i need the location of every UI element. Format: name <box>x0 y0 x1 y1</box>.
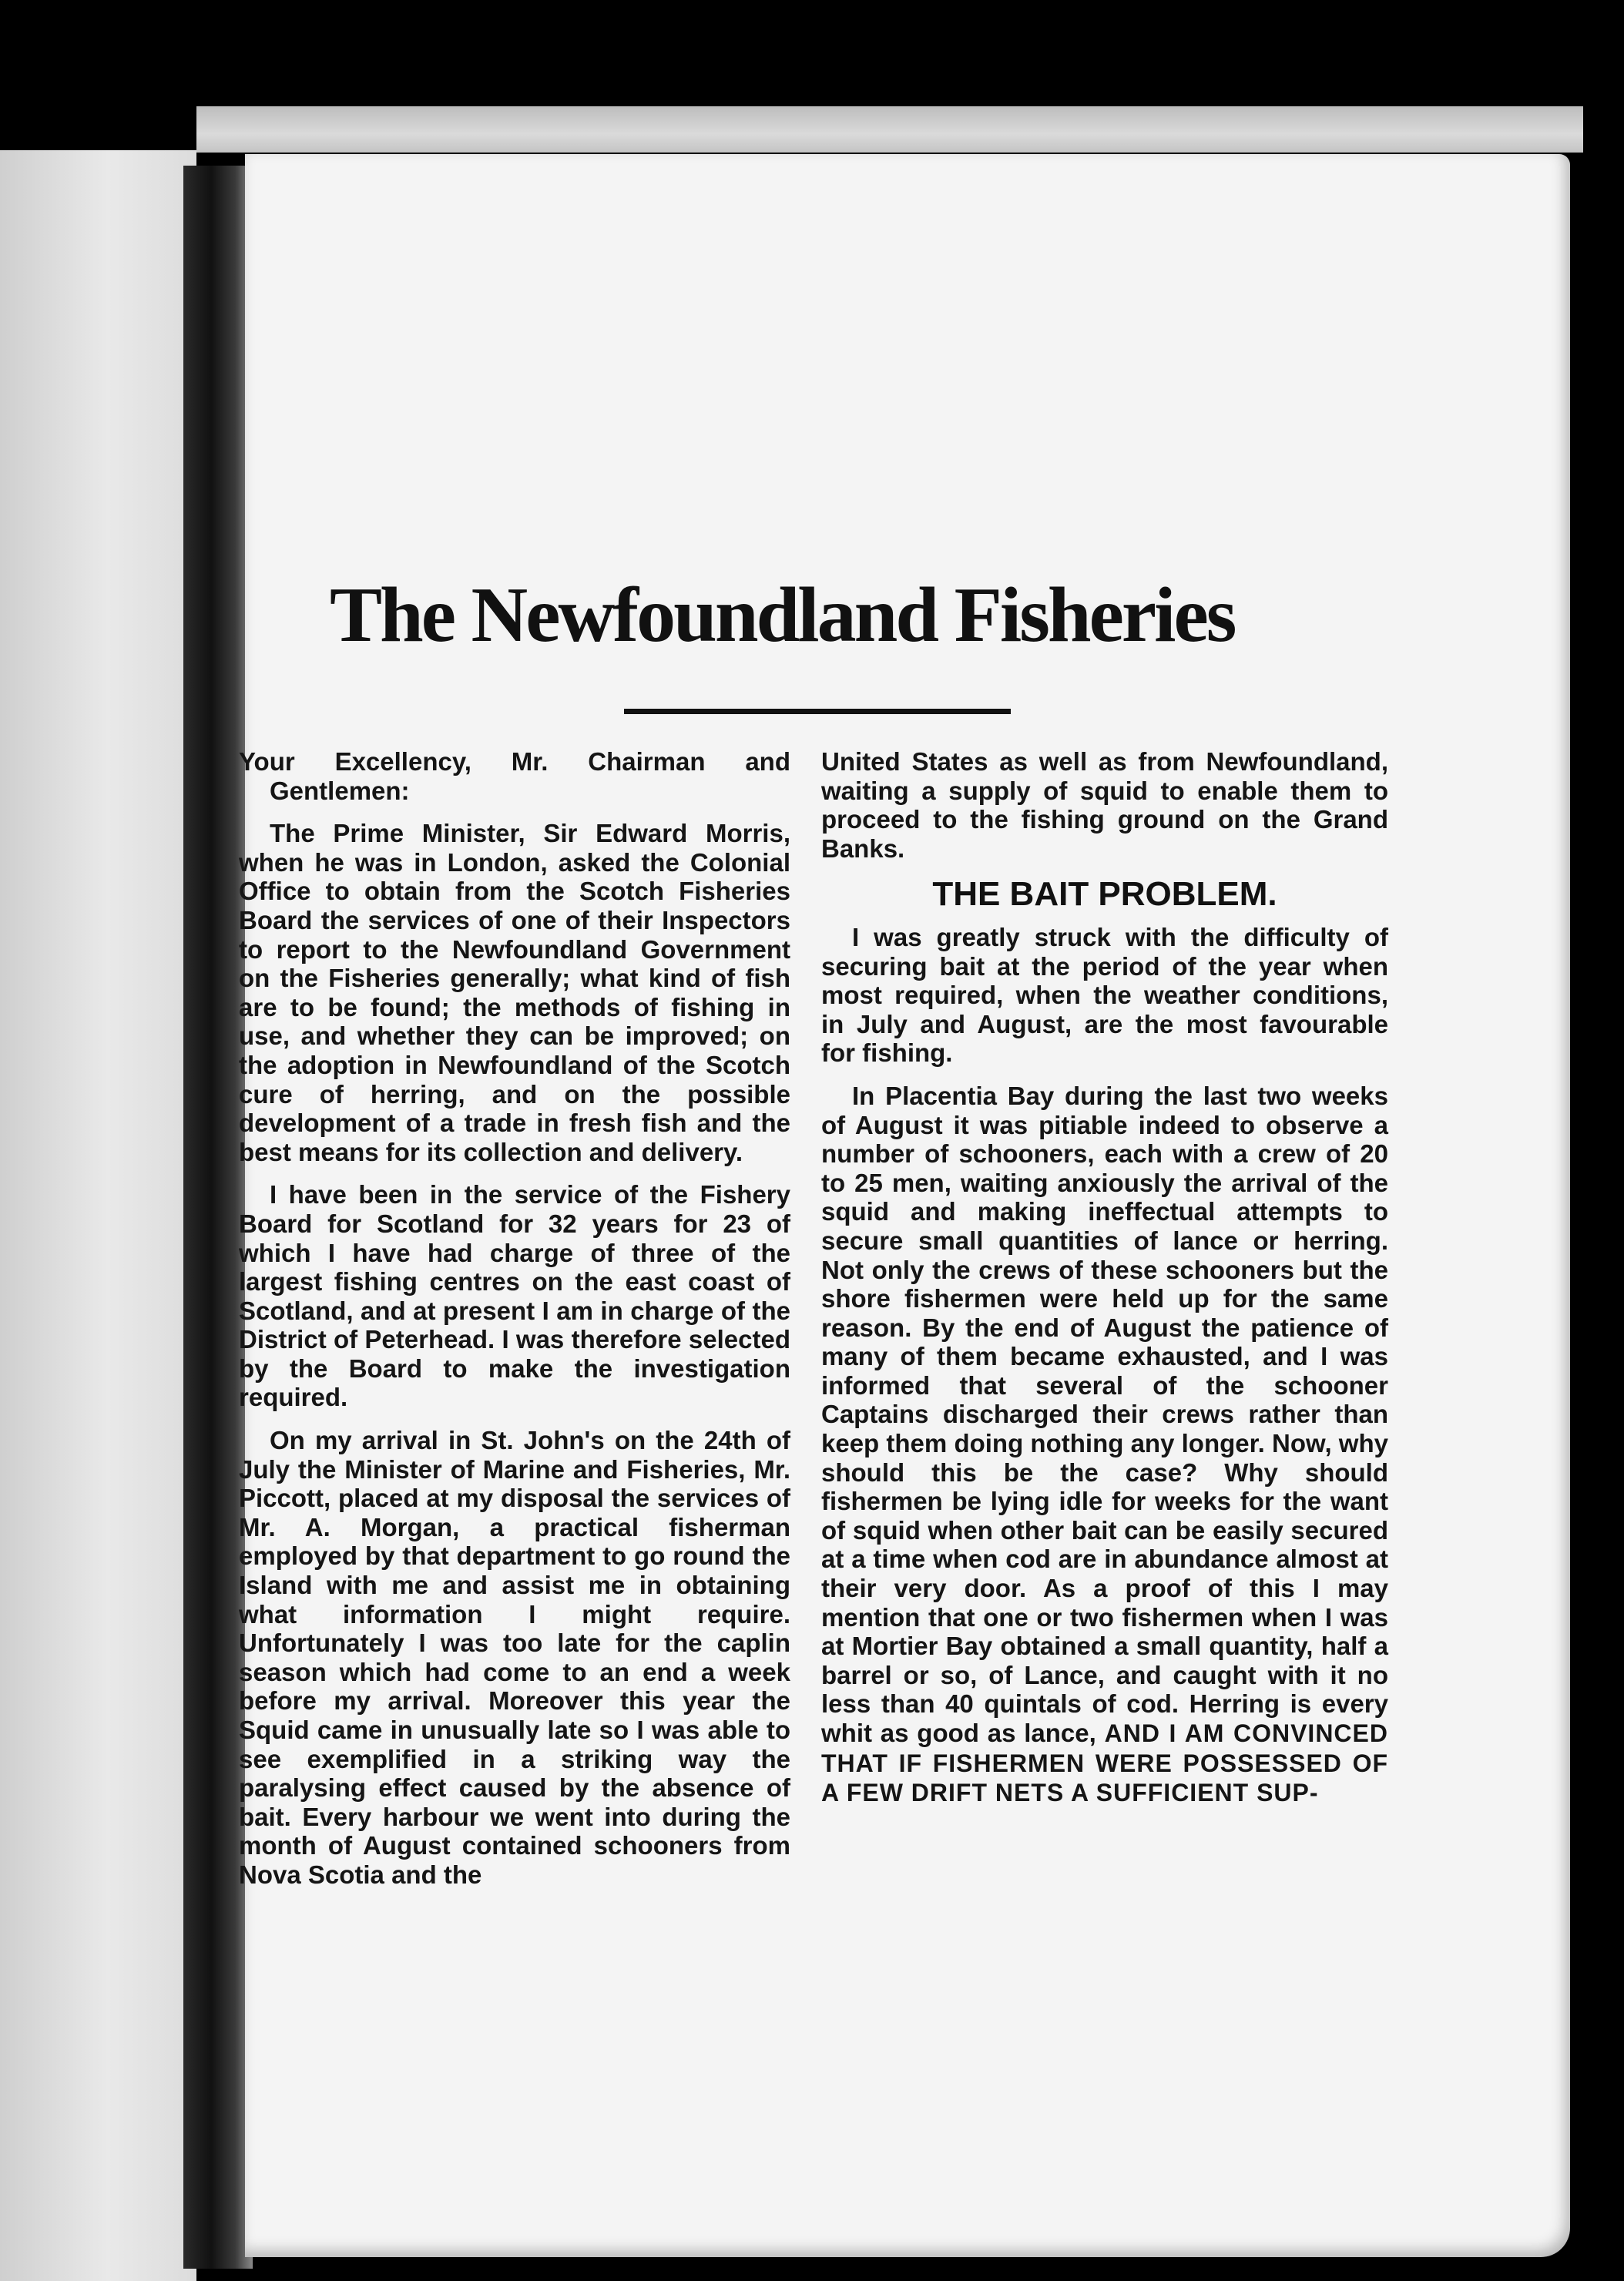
paragraph-text: In Placentia Bay during the last two weeks of August it was pitiable indeed to observe a number of schooners, each with a crew of 20 to 25 men, waiting anxiously the arrival of the squid and making ineffectual attempts to secure small quantities of lance or herring. Not only the crews of these schooners but the shore fishermen were held up for the same reason. By the end of August the patience of many of them became exhausted, and I was informed that several of the schooner Captains discharged their crews rather than keep them doing nothing any longer. Now, why should this be the case? Why should fishermen be lying idle for weeks for the want of squid when other bait can be easily secured at a time when cod are in abundance almost at their very door. As a proof of this I may mention that one or two fishermen when I was at Mortier Bay obtained a small quantity, half a barrel or so, of Lance, and caught with it no less than 40 quintals of cod. Herring is every whit as good as lance, <box>821 1081 1388 1747</box>
page-top-edge <box>196 106 1583 153</box>
paragraph <box>821 1082 1388 1808</box>
document-page <box>239 154 1570 2257</box>
right-column <box>821 747 1388 1822</box>
paragraph: I was greatly struck with the difficulty of securing bait at the period of the year when most required, when the weather conditions, in July and August, are the most favourable for fishing. <box>821 922 1388 1068</box>
paragraph: On my arrival in St. John's on the 24th of July the Minister of Marine and Fisheries, Mr. Piccott, placed at my disposal the services of Mr. A. Morgan, a practical fisherman employed by that department to go round the Island with me and assist me in obtaining what information I might require. Unfortunately I was too late for the caplin season which had come to an end a week before my arrival. Moreover this year the Squid came in unusually late so I was able to see exemplified in a striking way the paralysing effect caused by the absence of bait. Every harbour we went into during the month of August contained schooners from Nova Scotia and the <box>239 1426 790 1889</box>
section-heading: THE BAIT PROBLEM. <box>932 875 1277 914</box>
paragraph-caps-text: AND I AM CONVINCED THAT IF FISHERMEN WERE POSSESSED OF A FEW DRIFT NETS A SUFFICIENT SUP- <box>821 1719 1388 1807</box>
adjacent-page <box>0 150 196 2281</box>
left-column <box>239 747 790 1904</box>
salutation: Your Excellency, Mr. Chairman and Gentlemen: <box>239 747 790 805</box>
title-rule <box>624 709 1011 714</box>
paragraph: I have been in the service of the Fishery Board for Scotland for 32 years for 23 of which I have had charge of three of the largest fishing centres on the east coast of Scotland, and at present I am in charge of the District of Peterhead. I was therefore selected by the Board to make the investigation required. <box>239 1180 790 1412</box>
paragraph: The Prime Minister, Sir Edward Morris, when he was in London, asked the Colonial Office to obtain from the Scotch Fisheries Board the services of one of their Inspectors to report to the Newfoundland Government on the Fisheries generally; what kind of fish are to be found; the methods of fishing in use, and whether they can be improved; on the adoption in Newfoundland of the Scotch cure of herring, and on the possible development of a trade in fresh fish and the best means for its collection and delivery. <box>239 819 790 1166</box>
document-title: The Newfoundland Fisheries <box>330 572 1235 659</box>
paragraph-continuation: United States as well as from Newfoundland, waiting a supply of squid to enable them to proceed to the fishing ground on the Grand Banks. <box>821 747 1388 863</box>
